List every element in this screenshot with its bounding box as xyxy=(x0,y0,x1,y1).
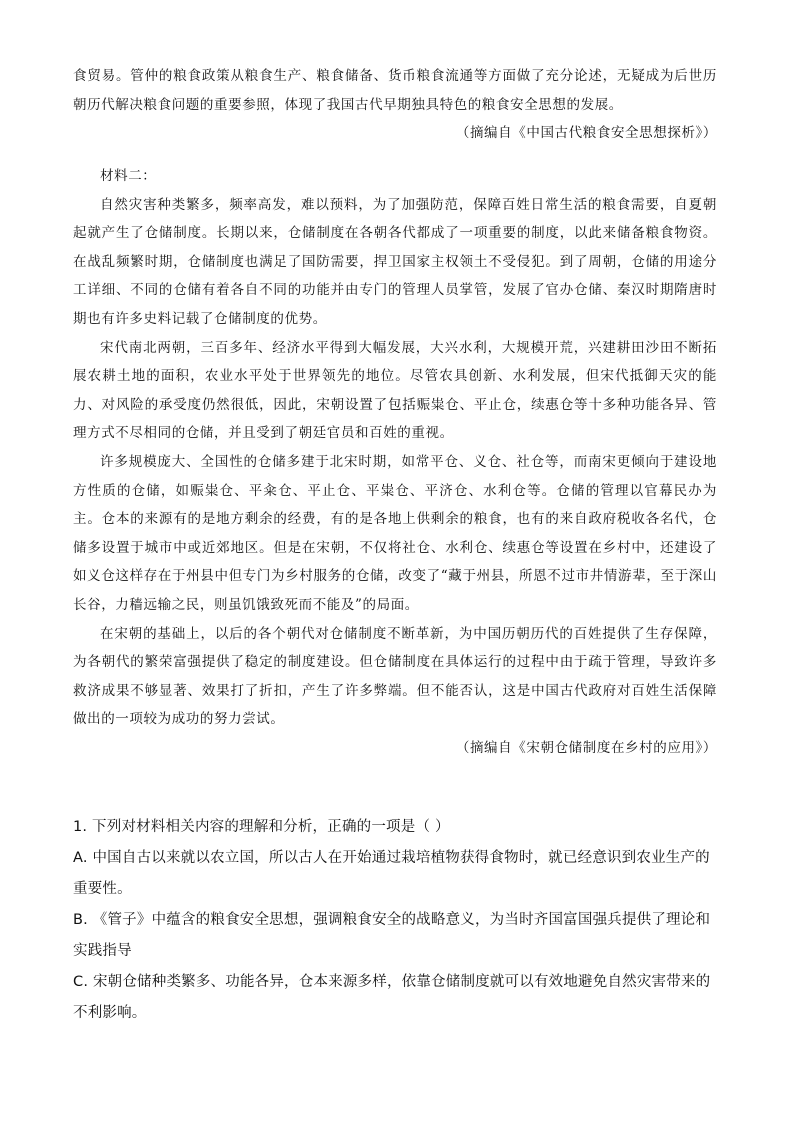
option-a[interactable]: A. 中国自古以来就以农立国，所以古人在开始通过栽培植物获得食物时，就已经意识到农业生产的重要性。 xyxy=(73,850,710,897)
option-c[interactable]: C. 宋朝仓储种类繁多、功能各异，仓本来源多样，依靠仓储制度就可以有效地避免自然灾害带来的不利影响。 xyxy=(73,974,711,1021)
material-2-paragraph-2: 宋代南北两朝，三百多年、经济水平得到大幅发展，大兴水利，大规模开荒，兴建耕田沙田不断拓展农耕土地的面积，农业水平处于世界领先的地位。尽管农具创新、水利发展，但宋代抵御天灾的能力、对风险的承受度仍然很低，因此，宋朝设置了包括赈粜仓、平止仓，续惠仓等十多种功能各异、管理方式不尽相同的仓储，并且受到了朝廷官员和百姓的重视。 xyxy=(73,339,717,442)
material-2-source: （摘编自《宋朝仓储制度在乡村的应用》） xyxy=(455,739,717,756)
material-2-paragraph-3: 许多规模庞大、全国性的仓储多建于北宋时期，如常平仓、义仓、社仓等，而南宋更倾向于建设地方性质的仓储，如赈粜仓、平籴仓、平止仓、平粜仓、平济仓、水利仓等。仓储的管理以官幕民办为主。仓本的来源有的是地方剩余的经费，有的是各地上供剩余的粮食，也有的来自政府税收各名代，仓储多设置于城市中或近郊地区。但是在宋朝，不仅将社仓、水利仓、续惠仓等设置在乡村中，还建设了如义仓这样存在于州县中但专门为乡村服务的仓储，改变了“藏于州县，所恩不过市井情游辈，至于深山长谷，力穑远输之民，则虽饥饿致死而不能及”的局面。 xyxy=(73,453,717,613)
material-2 xyxy=(73,162,717,762)
material-2-label: 材料二： xyxy=(100,168,157,184)
material-2-paragraph-1: 自然灾害种类繁多，频率高发，难以预料，为了加强防范，保障百姓日常生活的粮食需要，自夏朝起就产生了仓储制度。长期以来，仓储制度在各朝各代都成了一项重要的制度，以此来储备粮食物资。在战乱频繁时期，仓储制度也满足了国防需要，捍卫国家主权领土不受侵犯。到了周朝，仓储的用途分工详细、不同的仓储有着各自不同的功能并由专门的管理人员掌管，发展了官办仓储、秦汉时期隋唐时期也有许多史料记载了仓储制度的优势。 xyxy=(73,196,717,327)
option-b[interactable]: B. 《管子》中蕴含的粮食安全思想，强调粮食安全的战略意义，为当时齐国富国强兵提供了理论和实践指导 xyxy=(73,912,711,959)
question-stem: 1. 下列对材料相关内容的理解和分析，正确的一项是（ ） xyxy=(73,819,450,835)
material-1-source: （摘编自《中国古代粮食安全思想探析》） xyxy=(455,125,717,142)
material-2-paragraph-4: 在宋朝的基础上，以后的各个朝代对仓储制度不断革新，为中国历朝历代的百姓提供了生存保障，为各朝代的繁荣富强提供了稳定的制度建设。但仓储制度在具体运行的过程中由于疏于管理，导致许多救济成果不够显著、效果打了折扣，产生了许多弊端。但不能否认，这是中国古代政府对百姓生活保障做出的一项较为成功的努力尝试。 xyxy=(73,625,717,728)
question-1 xyxy=(73,812,723,1029)
material-1-paragraph: 食贸易。管仲的粮食政策从粮食生产、粮食储备、货币粮食流通等方面做了充分论述，无疑成为后世历朝历代解决粮食问题的重要参照，体现了我国古代早期独具特色的粮食安全思想的发展。 xyxy=(73,68,717,113)
material-1-tail xyxy=(73,62,717,148)
